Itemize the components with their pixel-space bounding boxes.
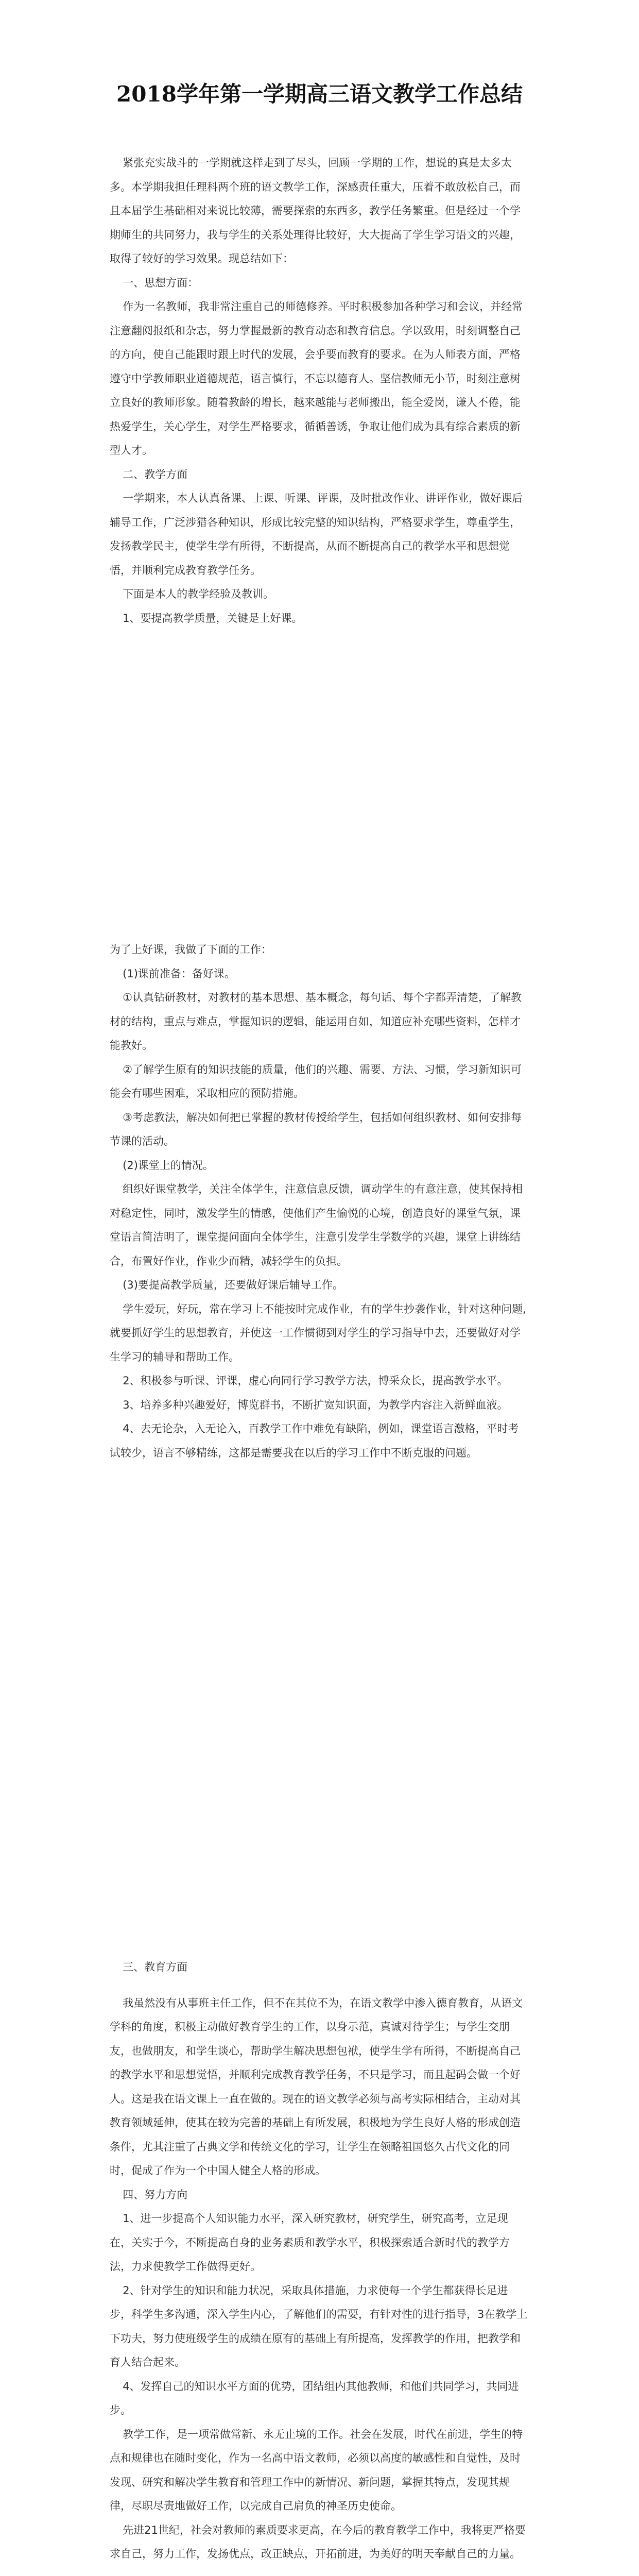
teaching-paragraph: 学生爱玩，好玩，常在学习上不能按时完成作业，有的学生抄袭作业，针对这种问题,就要抓好学生的思想教育，并使这一工作惯彻到对学生的学习指导中去，还要做好对学生学习的辅导和帮助工作。 bbox=[110, 1302, 526, 1363]
teaching-paragraph: 为了上好课，我做了下面的工作： bbox=[110, 943, 272, 956]
teaching-paragraph: ①认真钻研教材，对教材的基本思想、基本概念，每句话、每个字都弄清楚，了解教材的结构，重点与难点，掌握知识的逻辑，能运用自如，知道应补充哪些资料，怎样才能教好。 bbox=[110, 991, 522, 1052]
teaching-paragraph: (1)课前准备：备好课。 bbox=[123, 967, 235, 980]
block-lesson-work bbox=[110, 938, 529, 1465]
teaching-item-3: 3、培养多种兴趣爱好，博览群书，不断扩宽知识面，为教学内容注入新鲜血液。 bbox=[123, 1398, 508, 1411]
teaching-paragraph: (3)要提高教学质量，还要做好课后辅导工作。 bbox=[123, 1279, 343, 1291]
block-intro-and-teaching bbox=[110, 151, 529, 630]
section-heading-teaching: 二、教学方面 bbox=[123, 468, 188, 481]
teaching-paragraph: 组织好课堂教学，关注全体学生，注意信息反馈，调动学生的有意注意，使其保持相对稳定性，同时，激发学生的情感，使他们产生愉悦的心境，创造良好的课堂气氛，课堂语言简洁明了，课堂提问面向全体学生，注意引发学生学数学的兴趣，课堂上讲练结合，布置好作业，作业少而精，减轻学生的负担。 bbox=[110, 1183, 523, 1267]
section-heading-education: 三、教育方面 bbox=[123, 1961, 188, 1973]
teaching-item-4: 4、去无论杂，入无论入，百教学工作中难免有缺陷，例如，课堂语言激格，平时考试较少，语言不够精练，这都是需要我在以后的学习工作中不断克服的问题。 bbox=[110, 1422, 519, 1459]
section-body-education: 我虽然没有从事班主任工作，但不在其位不为，在语文教学中渗入德育教育，从语文学科的角度，积极主动做好教育学生的工作，以身示范，真诚对待学生；与学生交朋友，也做朋友，和学生谈心，帮助学生解决思想包袱，使学生学有所得，不断提高自己的教学水平和思想觉悟，并顺利完成教育教学任务，不只是学习，而且起码会做一个好人。这是我在语文课上一直在做的。现在的语文教学必须与高考实际相结合，主动对其教育领域延伸，使其在较为完善的基础上有所发展，积极地为学生良好人格的形成创造条件，尤其注重了古典文学和传统文化的学习，让学生在领略祖国悠久古代文化的同时，促成了作为一个中国人健全人格的形成。 bbox=[110, 1996, 523, 2177]
section-heading-thought: 一、思想方面： bbox=[123, 276, 199, 289]
closing-paragraph: 教学工作，是一项常做常新、永无止境的工作。社会在发展，时代在前进，学生的特点和规律也在随时变化，作为一名高中语文教师，必须以高度的敏感性和自觉性，及时发现、研究和解决学生教育和管理工作中的新情况、新问题，掌握其特点，发现其规律，尽职尽责地做好工作，以完成自己肩负的神圣历史使命。 bbox=[110, 2428, 523, 2512]
block-education-and-direction bbox=[110, 1955, 529, 2566]
document-title: 2018学年第一学期高三语文教学工作总结 bbox=[116, 81, 523, 107]
teaching-lead: 下面是本人的教学经验及教训。 bbox=[123, 588, 274, 600]
section-body-teaching: 一学期来，本人认真备课、上课、听课、评课，及时批改作业、讲评作业，做好课后辅导工作，广泛涉猎各种知识，形成比较完整的知识结构，严格要求学生，尊重学生，发扬教学民主，使学生学有所得，不断提高，从而不断提高自己的教学水平和思想觉悟，并顺利完成教育教学任务。 bbox=[110, 492, 523, 577]
section-heading-direction: 四、努力方向 bbox=[123, 2188, 188, 2201]
direction-item-1: 1、进一步提高个人知识能力水平，深入研究教材，研究学生，研究高考，立足现在，关实于今，不断提高自身的业务素质和教学水平，积极探索适合新时代的教学方法，力求使教学工作做得更好。 bbox=[110, 2212, 510, 2273]
teaching-paragraph: ②了解学生原有的知识技能的质量，他们的兴趣、需要、方法、习惯，学习新知识可能会有哪些困难，采取相应的预防措施。 bbox=[110, 1063, 522, 1099]
direction-item-2: 2、针对学生的知识和能力状况，采取具体措施，力求使每一个学生都获得长足进步，科学生多沟通，深入学生内心，了解他们的需要，有针对性的进行指导，3在教学上下功夫，努力使班级学生的成绩在原有的基础上有所提高，发挥教学的作用，把教学和育人结合起来。 bbox=[110, 2284, 528, 2368]
section-body-thought: 作为一名教师，我非常注重自己的师德修养。平时积极参加各种学习和会议，并经常注意翻阅报纸和杂志，努力掌握最新的教育动态和教育信息。学以致用，时刻调整自己的方向，使自己能跟时跟上时代的发展，会乎要而教育的要求。在为人师表方面，严格遵守中学教师职业道德规范，语言慎行，不忘以德育人。坚信教师无小节，时刻注意树立良好的教师形象。随着教龄的增长，越来越能与老师搬出，能全爱岗，谦人不倦，能热爱学生，关心学生，对学生严格要求，循循善诱，争取让他们成为具有综合素质的新型人才。 bbox=[110, 300, 523, 456]
teaching-paragraph: ③考虑教法，解决如何把已掌握的教材传授给学生，包括如何组织教材、如何安排每节课的活动。 bbox=[110, 1111, 522, 1147]
direction-item-3: 4、发挥自己的知识水平方面的优势，团结组内其他教师，和他们共同学习，共同进步。 bbox=[110, 2380, 519, 2416]
teaching-item-1: 1、要提高教学质量，关键是上好课。 bbox=[123, 612, 303, 624]
teaching-item-2: 2、积极参与听课、评课，虚心向同行学习教学方法，博采众长，提高教学水平。 bbox=[123, 1375, 508, 1387]
intro-paragraph: 紧张充实战斗的一学期就这样走到了尽头，回顾一学期的工作，想说的真是太多太多。本学期我担任理科两个班的语文教学工作，深感责任重大，压着不敢放松自己，而且本届学生基础相对来说比较薄，需要探索的东西多，教学任务繁重。但是经过一个学期师生的共同努力，我与学生的关系处理得比较好，大大提高了学生学习语文的兴趣，取得了较好的学习效果。现总结如下： bbox=[110, 157, 521, 265]
closing-paragraph: 先进21世纪，社会对教师的素质要求更高，在今后的教育教学工作中，我将更严格要求自己，努力工作，发扬优点，改正缺点，开拓前进，为美好的明天奉献自己的力量。 bbox=[110, 2523, 526, 2560]
teaching-paragraph: (2)课堂上的情况。 bbox=[123, 1159, 214, 1172]
